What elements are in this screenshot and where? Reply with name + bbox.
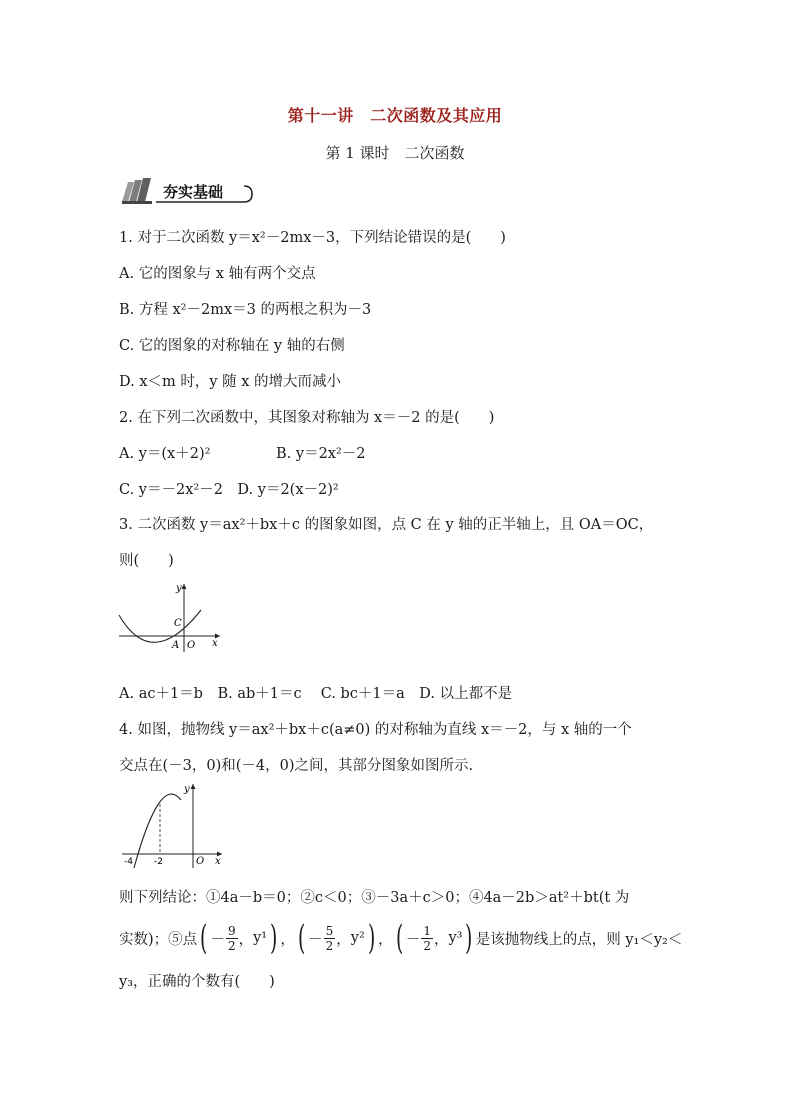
q1-option-d: D. x＜m 时，y 随 x 的增大而减小 <box>119 374 342 390</box>
q4-points-suffix: 是该抛物线上的点，则 y₁＜y₂＜ <box>475 931 683 948</box>
q3-fig-x-label: x <box>212 638 218 649</box>
q4-p2-sign: － <box>308 931 323 948</box>
q3-fig-y-label: y <box>176 583 182 594</box>
q4-p1-y: y¹ <box>253 930 268 946</box>
open-paren: ( <box>200 918 208 958</box>
q3-fig-a-label: A <box>172 640 180 651</box>
open-paren: ( <box>297 918 306 958</box>
q4-parabola-figure <box>118 778 228 870</box>
lesson-subtitle: 第 1 课时 二次函数 <box>325 144 465 162</box>
q4-p3-den: 2 <box>423 938 431 953</box>
q4-p3-fraction <box>421 924 433 953</box>
open-paren: ( <box>395 918 403 958</box>
close-paren: ) <box>270 918 278 958</box>
q2-options-cd: C. y＝－2x²－2 D. y＝2(x－2)² <box>119 482 339 498</box>
q4-p3-num: 1 <box>423 923 431 938</box>
q4-p1-num: 9 <box>227 923 236 938</box>
q4-fig-y-label: y <box>184 784 190 795</box>
q3-fig-o-label: O <box>187 640 196 651</box>
q4-p2-fraction <box>324 924 336 953</box>
close-paren: ) <box>367 918 376 958</box>
q4-fig-o-label: O <box>196 856 205 867</box>
q4-points-prefix: 实数)；⑤点 <box>119 931 198 948</box>
q2-option-a: A. y＝(x＋2)² <box>119 446 211 462</box>
q2-stem: 2. 在下列二次函数中，其图象对称轴为 x＝－2 的是( ) <box>119 410 495 426</box>
q4-fig-minus2-label: -2 <box>154 857 163 867</box>
section-badge <box>120 176 260 206</box>
lecture-title: 第十一讲 二次函数及其应用 <box>287 106 503 125</box>
q3-fig-c-label: C <box>174 618 182 629</box>
q4-p2-y: y² <box>350 930 365 946</box>
q4-points-line: 实数)；⑤点 ( － $\frac{9}{2}$ ， y¹ ) ， ( － $\frac{5}{2}$ ， y² ) ， ( － $\frac{1}{2}$ ， y³ ) 是该抛物线上的点，则 y₁＜y₂＜ <box>119 918 683 958</box>
q4-p3-y: y³ <box>448 930 463 946</box>
q4-conclusions: 则下列结论：①4a－b＝0；②c＜0；③－3a＋c＞0；④4a－2b＞at²＋bt(t 为 <box>119 890 630 906</box>
q4-p1-den: 2 <box>227 938 236 953</box>
q4-p2-den: 2 <box>325 938 334 953</box>
q4-fig-x-label: x <box>215 856 221 867</box>
q1-stem: 1. 对于二次函数 y＝x²－2mx－3，下列结论错误的是( ) <box>119 230 506 246</box>
close-paren: ) <box>465 918 473 958</box>
q1-option-b: B. 方程 x²－2mx＝3 的两根之积为－3 <box>119 302 372 318</box>
q4-p3-sign: － <box>405 931 421 948</box>
q3-options: A. ac＋1＝b B. ab＋1＝c C. bc＋1＝a D. 以上都不是 <box>119 686 513 702</box>
q1-option-a: A. 它的图象与 x 轴有两个交点 <box>119 266 316 282</box>
q1-option-c: C. 它的图象的对称轴在 y 轴的右侧 <box>119 338 345 354</box>
q4-fig-minus4-label: -4 <box>124 857 133 867</box>
q4-p1-fraction <box>226 924 238 953</box>
q3-stem: 3. 二次函数 y＝ax²＋bx＋c 的图象如图，点 C 在 y 轴的正半轴上，且 OA＝OC， <box>119 517 654 533</box>
q4-stem: 4. 如图，抛物线 y＝ax²＋bx＋c(a≠0) 的对称轴为直线 x＝－2，与 x 轴的一个 <box>119 722 632 738</box>
q3-stem-cont: 则( ) <box>119 553 174 569</box>
q4-p2-num: 5 <box>325 923 334 938</box>
q2-option-b: B. y＝2x²－2 <box>276 446 366 462</box>
q4-p1-sign: － <box>210 931 225 948</box>
section-badge-label: 夯实基础 <box>163 183 224 201</box>
q3-parabola-figure <box>116 578 226 654</box>
q4-final-line: y₃，正确的个数有( ) <box>119 974 275 990</box>
q4-stem-cont: 交点在(－3，0)和(－4，0)之间，其部分图象如图所示. <box>119 758 474 774</box>
